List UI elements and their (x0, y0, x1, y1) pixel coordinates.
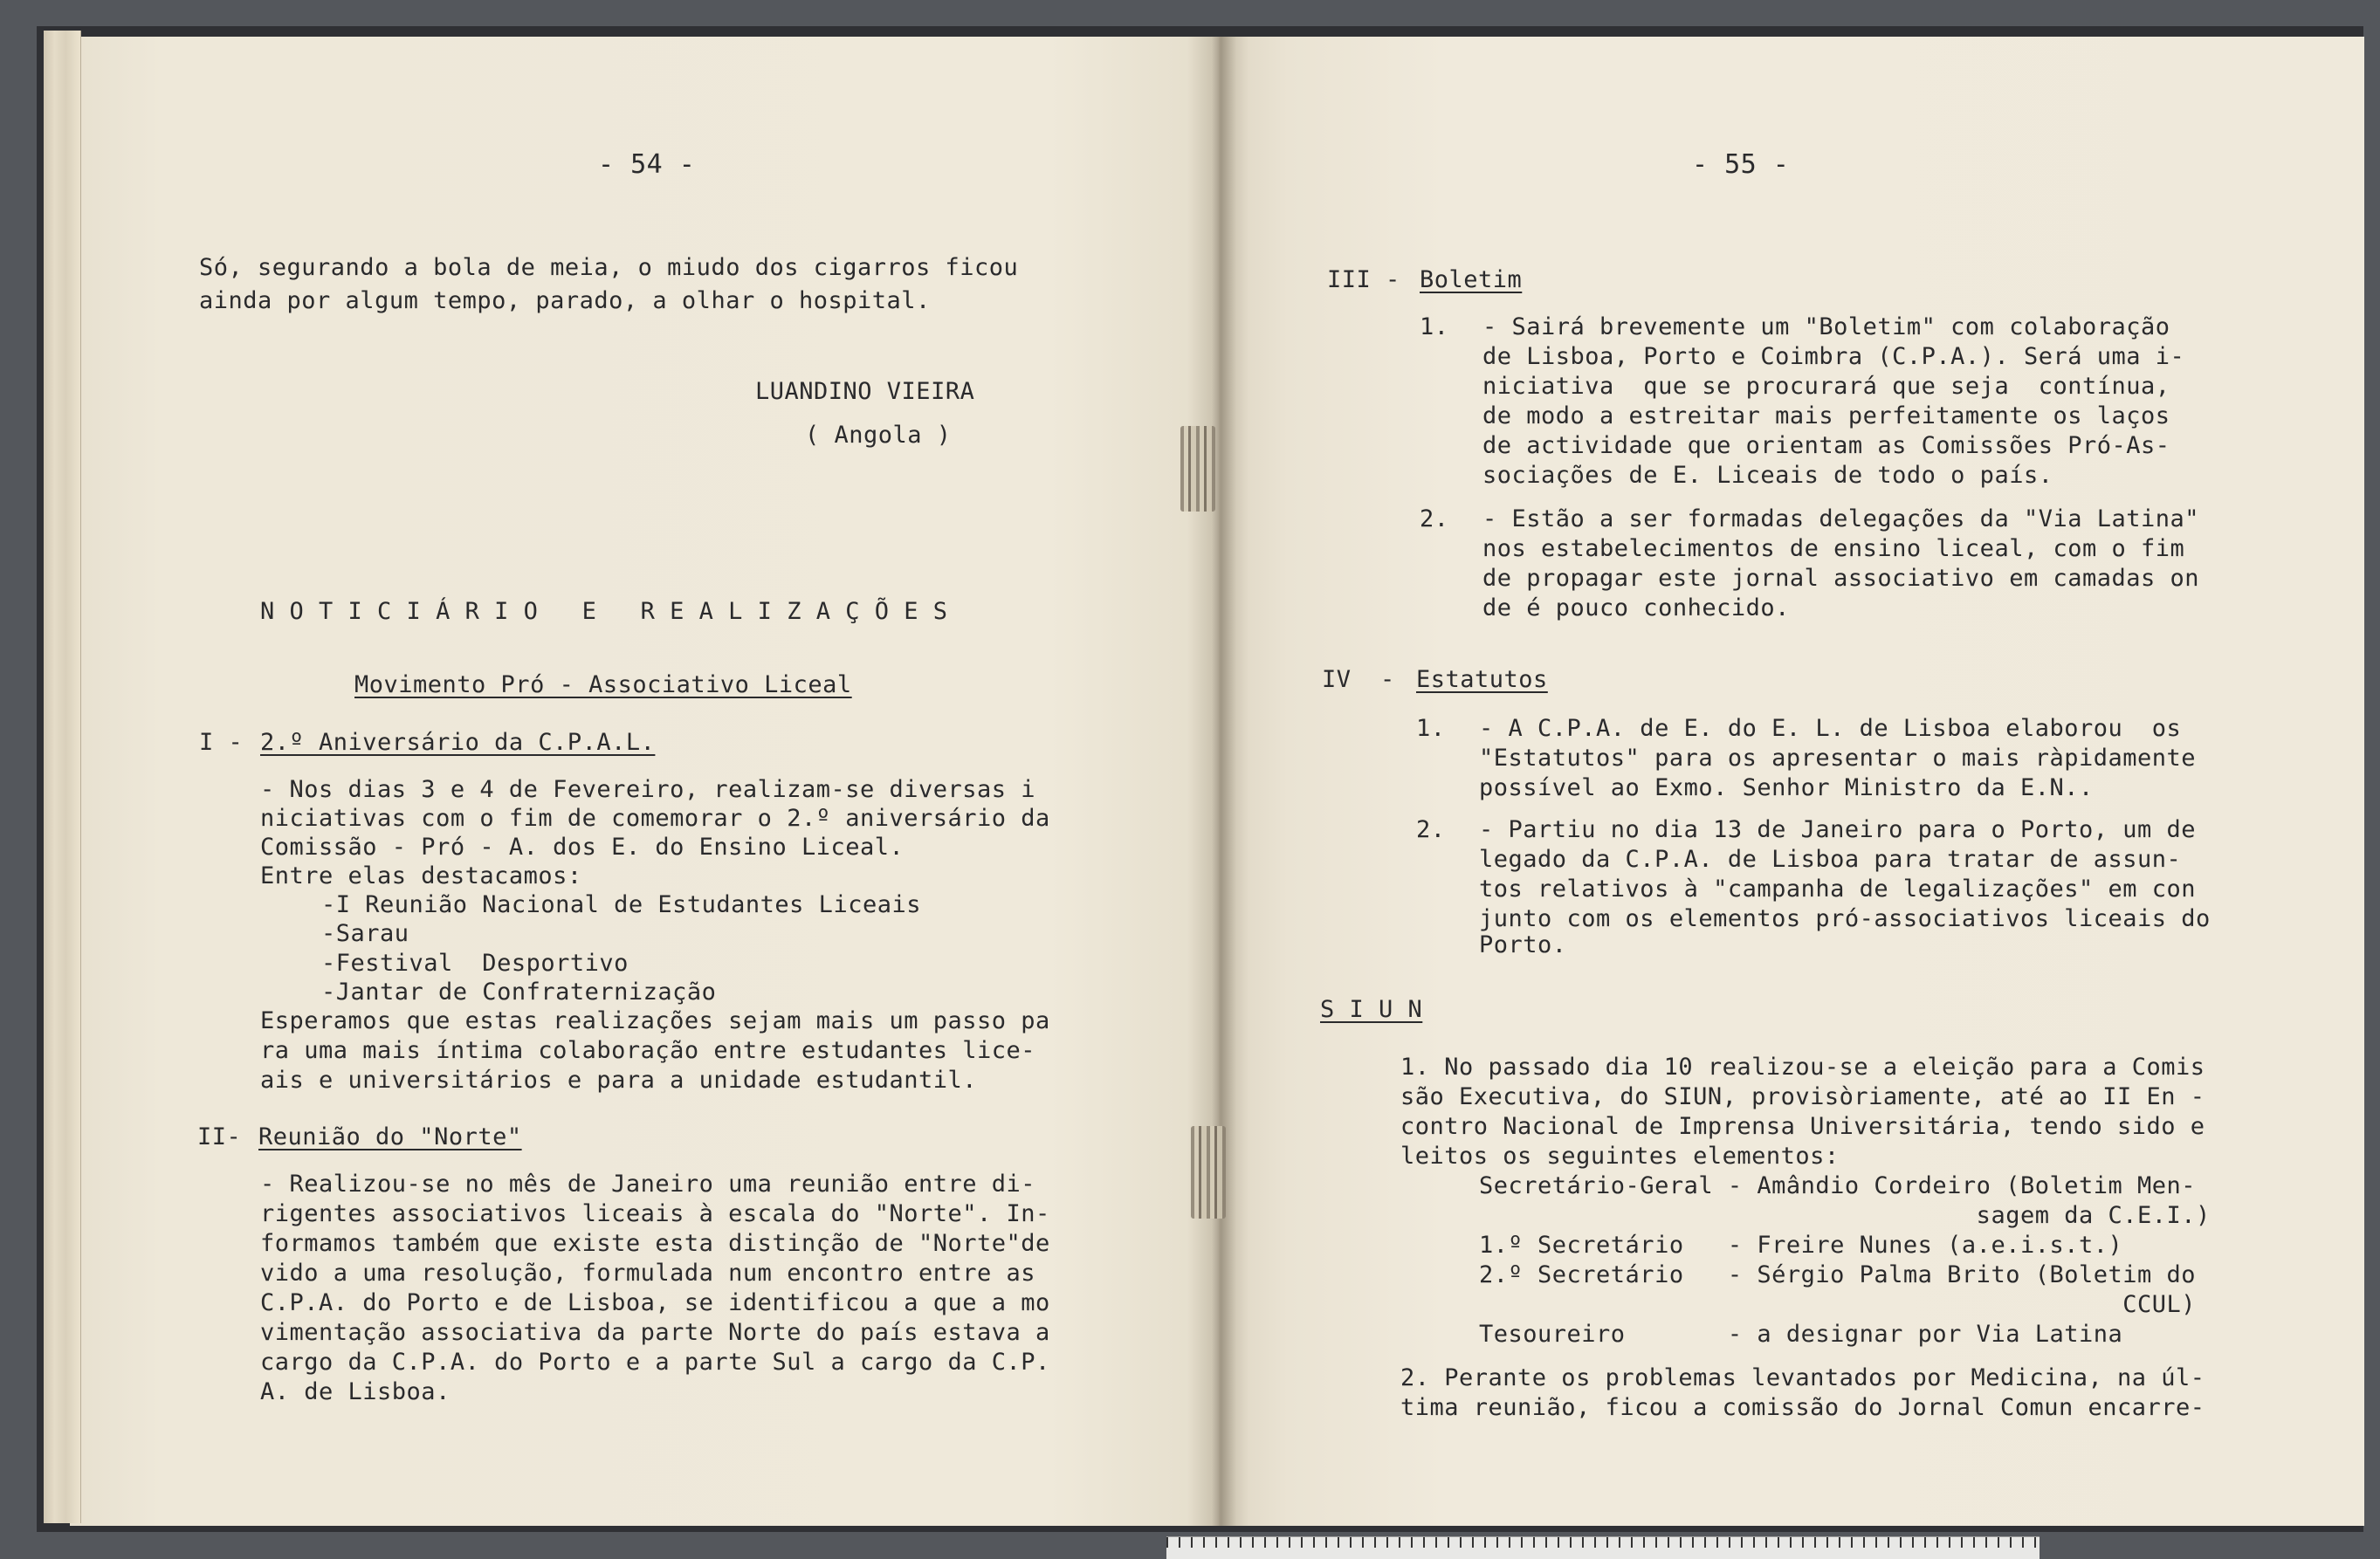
section-title: Boletim (1420, 266, 1523, 293)
section-number: IV - (1322, 666, 1410, 693)
paragraph-line: ra uma mais íntima colaboração entre estudantes lice- (260, 1037, 1036, 1064)
paragraph-line: tima reunião, ficou a comissão do Jornal Comun encarre- (1400, 1394, 2205, 1421)
ruler-ticks (1166, 1537, 2040, 1548)
paragraph-line: legado da C.P.A. de Lisboa para tratar de assun- (1479, 846, 2182, 873)
paragraph-line: de propagar este jornal associativo em camadas on (1482, 565, 2200, 592)
paragraph-line: - Nos dias 3 e 4 de Fevereiro, realizam-se diversas i (260, 776, 1036, 803)
paragraph-line: formamos também que existe esta distinção de "Norte"de (260, 1230, 1050, 1257)
paragraph-line: 2. Perante os problemas levantados por Medicina, na úl- (1400, 1364, 2205, 1391)
role-line: 1.º Secretário - Freire Nunes (a.e.i.s.t.) (1479, 1232, 2123, 1259)
staple-bottom (1191, 1126, 1226, 1219)
paragraph-line: são Executiva, do SIUN, provisòriamente, até ao II En - (1400, 1083, 2205, 1110)
scale-ruler (1166, 1536, 2040, 1559)
paragraph-line: contro Nacional de Imprensa Universitária, tendo sido e (1400, 1113, 2205, 1140)
paragraph-line: - Sairá brevemente um "Boletim" com colaboração (1482, 313, 2170, 340)
paragraph-line: possível ao Exmo. Senhor Ministro da E.N.. (1479, 774, 2094, 801)
paragraph-line: de Lisboa, Porto e Coimbra (C.P.A.). Será uma i- (1482, 343, 2185, 370)
list-item: -I Reunião Nacional de Estudantes Liceais (321, 891, 921, 918)
paragraph-line: sociações de E. Liceais de todo o país. (1482, 462, 2053, 489)
role-line: Tesoureiro - a designar por Via Latina (1479, 1321, 2123, 1348)
section-title: N O T I C I Á R I O E R E A L I Z A Ç Õ E S (260, 598, 948, 625)
role-line: 2.º Secretário - Sérgio Palma Brito (Boletim do (1479, 1261, 2197, 1288)
paragraph-line: de é pouco conhecido. (1482, 594, 1790, 622)
paragraph-line: niciativas com o fim de comemorar o 2.º aniversário da (260, 805, 1050, 832)
staple-top (1180, 426, 1215, 512)
paragraph-line: - Partiu no dia 13 de Janeiro para o Porto, um de (1479, 816, 2197, 843)
author-origin: ( Angola ) (805, 422, 952, 449)
section-number: III - (1327, 266, 1415, 293)
item-number: 1. (1420, 313, 1449, 340)
page-edges (44, 31, 81, 1523)
paragraph-line: C.P.A. do Porto e de Lisboa, se identificou a que a mo (260, 1289, 1050, 1316)
paragraph-line: de modo a estreitar mais perfeitamente os laços (1482, 402, 2170, 429)
item-title: Reunião do "Norte" (258, 1123, 522, 1150)
item-number: 2. (1416, 816, 1446, 843)
page-number-left: - 54 - (598, 149, 696, 180)
paragraph-line: A. de Lisboa. (260, 1378, 451, 1405)
item-title: 2.º Aniversário da C.P.A.L. (260, 729, 656, 756)
paragraph-line: ais e universitários e para a unidade estudantil. (260, 1067, 978, 1094)
paragraph-line: "Estatutos" para os apresentar o mais ràpidamente (1479, 745, 2197, 772)
paragraph-line: - Estão a ser formadas delegações da "Via Latina" (1482, 505, 2200, 532)
item-number: 2. (1420, 505, 1449, 532)
paragraph-line: 1. No passado dia 10 realizou-se a eleição para a Comis (1400, 1054, 2205, 1081)
paragraph-line: leitos os seguintes elementos: (1400, 1143, 1840, 1170)
paragraph-line: tos relativos à "campanha de legalizações" em con (1479, 876, 2197, 903)
author-name: LUANDINO VIEIRA (755, 378, 975, 405)
section-title: Estatutos (1416, 666, 1548, 693)
paragraph-line: Esperamos que estas realizações sejam mais um passo pa (260, 1007, 1050, 1034)
paragraph-line: niciativa que se procurará que seja contínua, (1482, 373, 2170, 400)
paragraph-line: rigentes associativos liceais à escala do "Norte". In- (260, 1200, 1050, 1227)
item-number: I - (199, 729, 258, 756)
list-item: -Festival Desportivo (321, 950, 629, 977)
item-number: II- (197, 1123, 257, 1150)
paragraph-line: Comissão - Pró - A. dos E. do Ensino Liceal. (260, 834, 905, 861)
intro-line: ainda por algum tempo, parado, a olhar o hospital. (199, 287, 931, 314)
section-title: S I U N (1320, 996, 1423, 1023)
item-number: 1. (1416, 715, 1446, 742)
paragraph-line: - A C.P.A. de E. do E. L. de Lisboa elaborou os (1479, 715, 2182, 742)
paragraph-line: Porto. (1479, 931, 1567, 958)
paragraph-line: vido a uma resolução, formulada num encontro entre as (260, 1260, 1036, 1287)
list-item: -Sarau (321, 920, 409, 947)
list-item: -Jantar de Confraternização (321, 979, 717, 1006)
paragraph-line: junto com os elementos pró-associativos liceais do (1479, 905, 2211, 932)
role-line: sagem da C.E.I.) (1479, 1202, 2211, 1229)
book-gutter (1187, 37, 1248, 1526)
intro-line: Só, segurando a bola de meia, o miudo dos cigarros ficou (199, 254, 1019, 281)
role-line: CCUL) (1479, 1291, 2197, 1318)
paragraph-line: cargo da C.P.A. do Porto e a parte Sul a cargo da C.P. (260, 1349, 1050, 1376)
paragraph-line: vimentação associativa da parte Norte do país estava a (260, 1319, 1050, 1346)
paragraph-line: Entre elas destacamos: (260, 862, 582, 889)
paragraph-line: - Realizou-se no mês de Janeiro uma reunião entre di- (260, 1171, 1036, 1198)
subtitle: Movimento Pró - Associativo Liceal (354, 671, 852, 698)
paragraph-line: nos estabelecimentos de ensino liceal, com o fim (1482, 535, 2185, 562)
page-number-right: - 55 - (1692, 149, 1790, 180)
paragraph-line: de actividade que orientam as Comissões Pró-As- (1482, 432, 2170, 459)
role-line: Secretário-Geral - Amândio Cordeiro (Boletim Men- (1479, 1172, 2197, 1199)
